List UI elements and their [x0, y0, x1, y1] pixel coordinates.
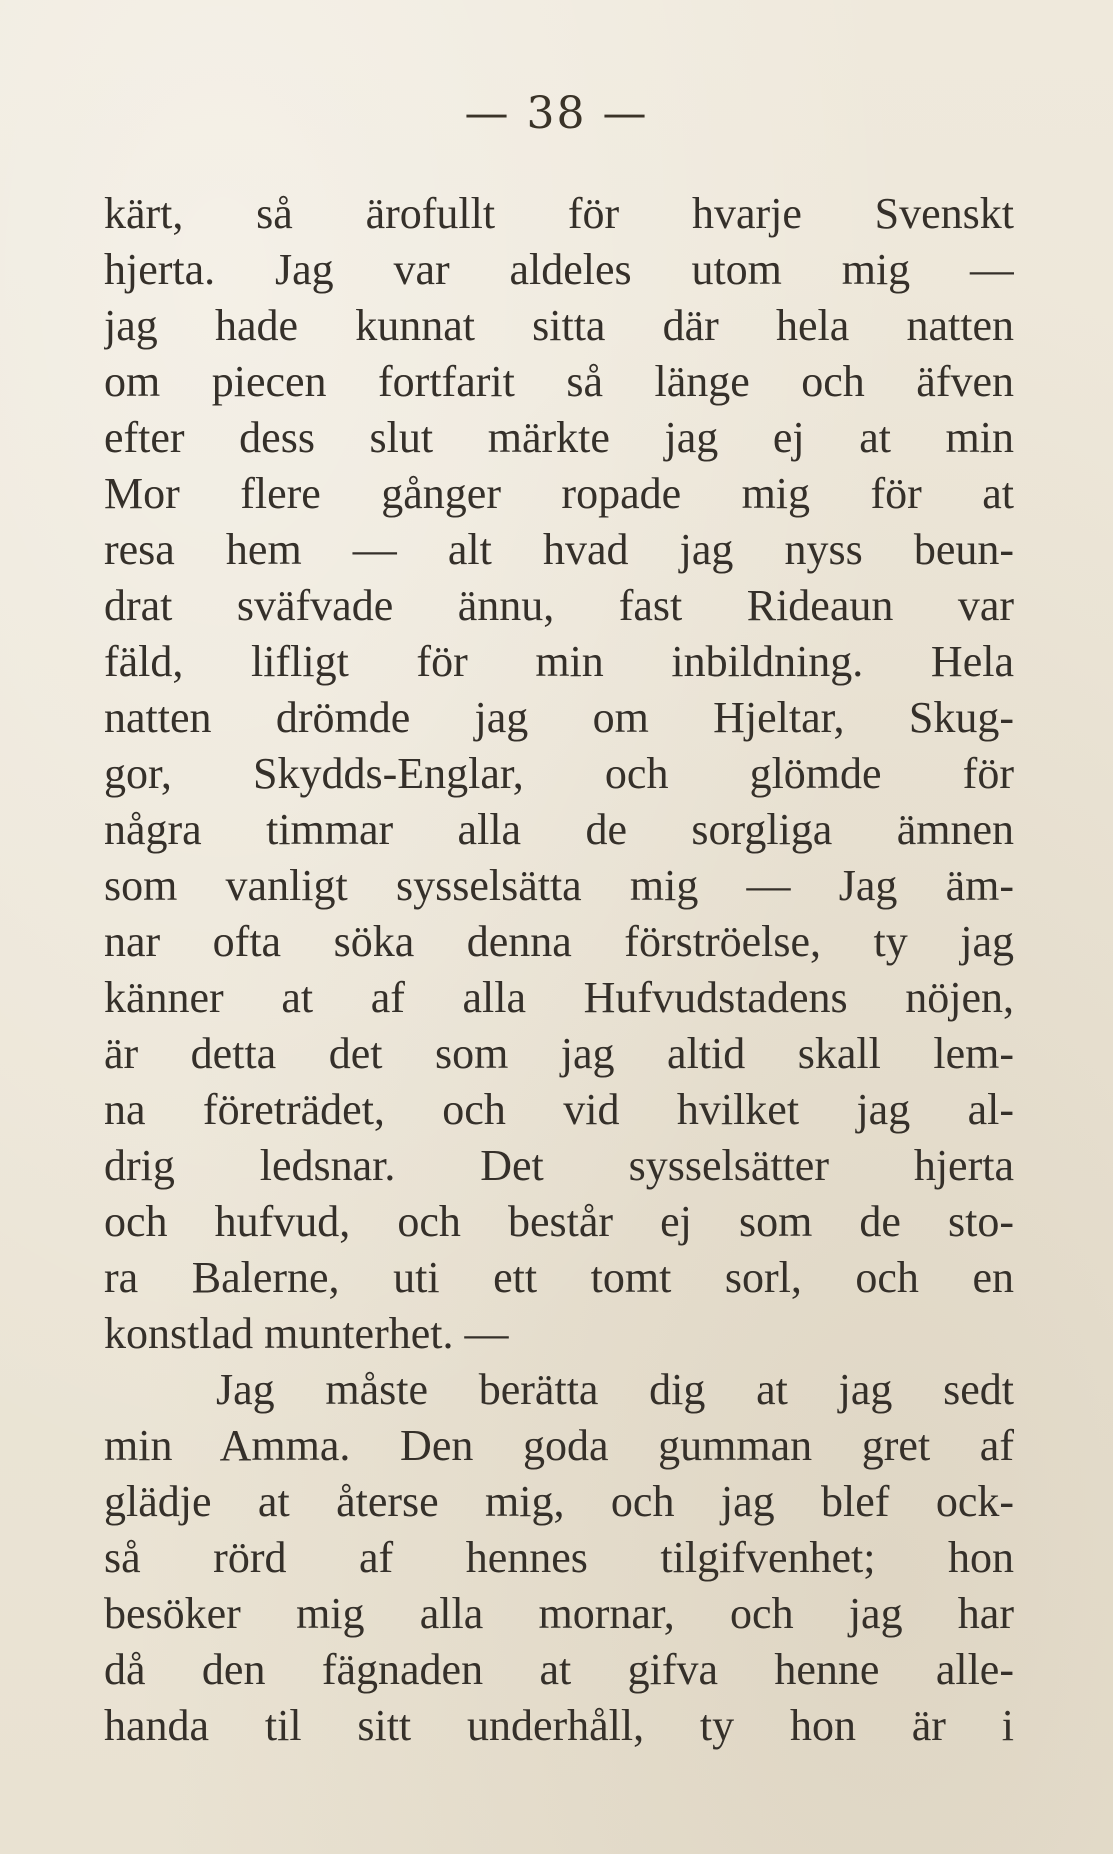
text-line: resa hem — alt hvad jag nyss beun- — [104, 525, 1014, 574]
text-line: jag hade kunnat sitta där hela natten — [104, 301, 1014, 350]
text-line: kärt, så ärofullt för hvarje Svenskt — [104, 189, 1014, 238]
paragraph-first-line: Jag måste berätta dig at jag sedt — [216, 1365, 1014, 1414]
text-line: ra Balerne, uti ett tomt sorl, och en — [104, 1253, 1014, 1302]
text-line: na företrädet, och vid hvilket jag al- — [104, 1085, 1014, 1134]
text-line: som vanligt sysselsätta mig — Jag äm- — [104, 861, 1014, 910]
text-line: några timmar alla de sorgliga ämnen — [104, 805, 1014, 854]
text-line: drat sväfvade ännu, fast Rideaun var — [104, 581, 1014, 630]
text-line: fäld, lifligt för min inbildning. Hela — [104, 637, 1014, 686]
body-text — [104, 186, 1014, 1754]
text-line: då den fägnaden at gifva henne alle- — [104, 1645, 1014, 1694]
text-line: om piecen fortfarit så länge och äfven — [104, 357, 1014, 406]
text-line: konstlad munterhet. — — [104, 1309, 509, 1358]
text-line: nar ofta söka denna förströelse, ty jag — [104, 917, 1014, 966]
text-line: Mor flere gånger ropade mig för at — [104, 469, 1014, 518]
text-line: är detta det som jag altid skall lem- — [104, 1029, 1014, 1078]
text-line: drig ledsnar. Det sysselsätter hjerta — [104, 1141, 1014, 1190]
text-line: besöker mig alla mornar, och jag har — [104, 1589, 1014, 1638]
text-line: så rörd af hennes tilgifvenhet; hon — [104, 1533, 1014, 1582]
text-line: gor, Skydds-Englar, och glömde för — [104, 749, 1014, 798]
text-line: handa til sitt underhåll, ty hon är i — [104, 1701, 1014, 1750]
text-line: natten drömde jag om Hjeltar, Skug- — [104, 693, 1014, 742]
text-line: min Amma. Den goda gumman gret af — [104, 1421, 1014, 1470]
text-line: och hufvud, och består ej som de sto- — [104, 1197, 1014, 1246]
text-line: hjerta. Jag var aldeles utom mig — — [104, 245, 1014, 294]
text-line: efter dess slut märkte jag ej at min — [104, 413, 1014, 462]
page-number: — 38 — — [464, 88, 649, 139]
text-line: glädje at återse mig, och jag blef ock- — [104, 1477, 1014, 1526]
text-line: känner at af alla Hufvudstadens nöjen, — [104, 973, 1014, 1022]
